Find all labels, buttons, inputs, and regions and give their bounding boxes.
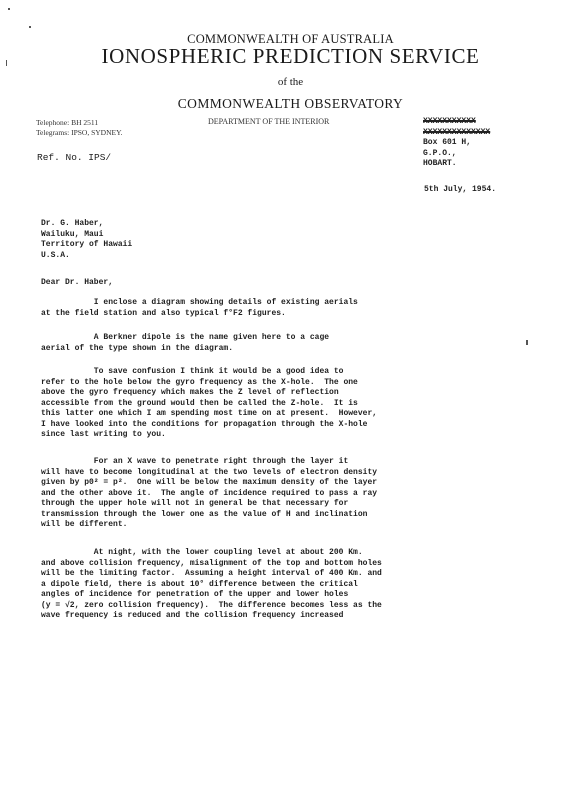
- paragraph-5: [41, 548, 551, 622]
- struck-address-line-1: XXXXXXXXXXX: [423, 117, 476, 126]
- paragraph-line: will be different.: [41, 520, 128, 529]
- recipient-line-1: Dr. G. Haber,: [41, 219, 104, 228]
- paragraph-3: [41, 367, 551, 441]
- paragraph-line: this latter one which I am spending most time on at present. However,: [41, 409, 378, 418]
- paragraph-4: [41, 457, 551, 531]
- department-line: DEPARTMENT OF THE INTERIOR: [208, 117, 330, 126]
- address-line-1: Box 601 H,: [423, 138, 472, 147]
- paragraph-line: a dipole field, there is about 10° difference between the critical: [41, 579, 358, 589]
- org-line-2: IONOSPHERIC PREDICTION SERVICE: [101, 44, 480, 68]
- paragraph-line: refer to the hole below the gyro frequency as the X-hole. The one: [41, 377, 358, 387]
- paragraph-line: accessible from the ground would then be called the Z-hole. It is: [41, 398, 358, 408]
- scan-speck: [8, 8, 10, 10]
- org-line-3: COMMONWEALTH OBSERVATORY: [177, 96, 404, 111]
- paragraph-line: since last writing to you.: [41, 430, 166, 439]
- recipient-line-3: Territory of Hawaii: [41, 240, 133, 249]
- salutation: Dear Dr. Haber,: [41, 278, 114, 287]
- paragraph-line: wave frequency is reduced and the collision frequency increased: [41, 611, 344, 620]
- org-line-1: COMMONWEALTH OF AUSTRALIA: [187, 32, 394, 46]
- paragraph-line: angles of incidence for penetration of the upper and lower holes: [41, 590, 349, 599]
- recipient-block: [41, 219, 132, 261]
- address-block: [423, 117, 490, 170]
- paragraph-line: transmission through the lower one as the value of H and inclination: [41, 509, 368, 519]
- of-the-text: of the: [277, 76, 304, 88]
- paragraph-line: A Berkner dipole is the name given here to a cage: [41, 333, 330, 342]
- paragraph-line: aerial of the type shown in the diagram.: [41, 343, 234, 353]
- paragraph-line: At night, with the lower coupling level at about 200 Km.: [41, 548, 363, 557]
- letter-date: 5th July, 1954.: [424, 185, 497, 194]
- scan-speck: [526, 340, 528, 345]
- scan-speck: [6, 60, 7, 66]
- reference-number: Ref. No. IPS/: [37, 152, 112, 163]
- paragraph-line: I have looked into the conditions for propagation through the X-hole: [41, 419, 368, 429]
- scan-speck: [29, 26, 31, 28]
- paragraph-line: I enclose a diagram showing details of existing aerials: [41, 298, 358, 307]
- struck-address-line-2: XXXXXXXXXXXXXX: [423, 127, 491, 137]
- recipient-line-2: Wailuku, Maui: [41, 229, 104, 239]
- paragraph-line: above the gyro frequency which makes the Z level of reflection: [41, 388, 339, 397]
- telephone-line: Telephone: BH 2511: [36, 118, 99, 127]
- address-line-3: HOBART.: [423, 159, 457, 168]
- telegrams-line: Telegrams: IPSO, SYDNEY.: [36, 128, 123, 137]
- paragraph-line: To save confusion I think it would be a good idea to: [41, 367, 344, 376]
- paragraph-line: For an X wave to penetrate right through the layer it: [41, 457, 349, 466]
- address-line-2: G.P.O.,: [423, 148, 457, 158]
- paragraph-line: at the field station and also typical f°F2 figures.: [41, 308, 286, 318]
- paragraph-line: will be the limiting factor. Assuming a height interval of 400 Km. and: [41, 569, 382, 578]
- recipient-line-4: U.S.A.: [41, 250, 70, 260]
- paragraph-line: given by p0² = p². One will be below the maximum density of the layer: [41, 478, 378, 487]
- paragraph-line: (y = √2, zero collision frequency). The difference becomes less as the: [41, 600, 382, 610]
- paragraph-2: [41, 333, 551, 354]
- paragraph-line: through the upper hole will not in general be that necessary for: [41, 499, 349, 508]
- paragraph-line: will have to become longitudinal at the two levels of electron density: [41, 467, 378, 477]
- paragraph-line: and the other above it. The angle of incidence required to pass a ray: [41, 488, 378, 498]
- paragraph-1: [41, 298, 551, 319]
- paragraph-line: and above collision frequency, misalignment of the top and bottom holes: [41, 558, 382, 568]
